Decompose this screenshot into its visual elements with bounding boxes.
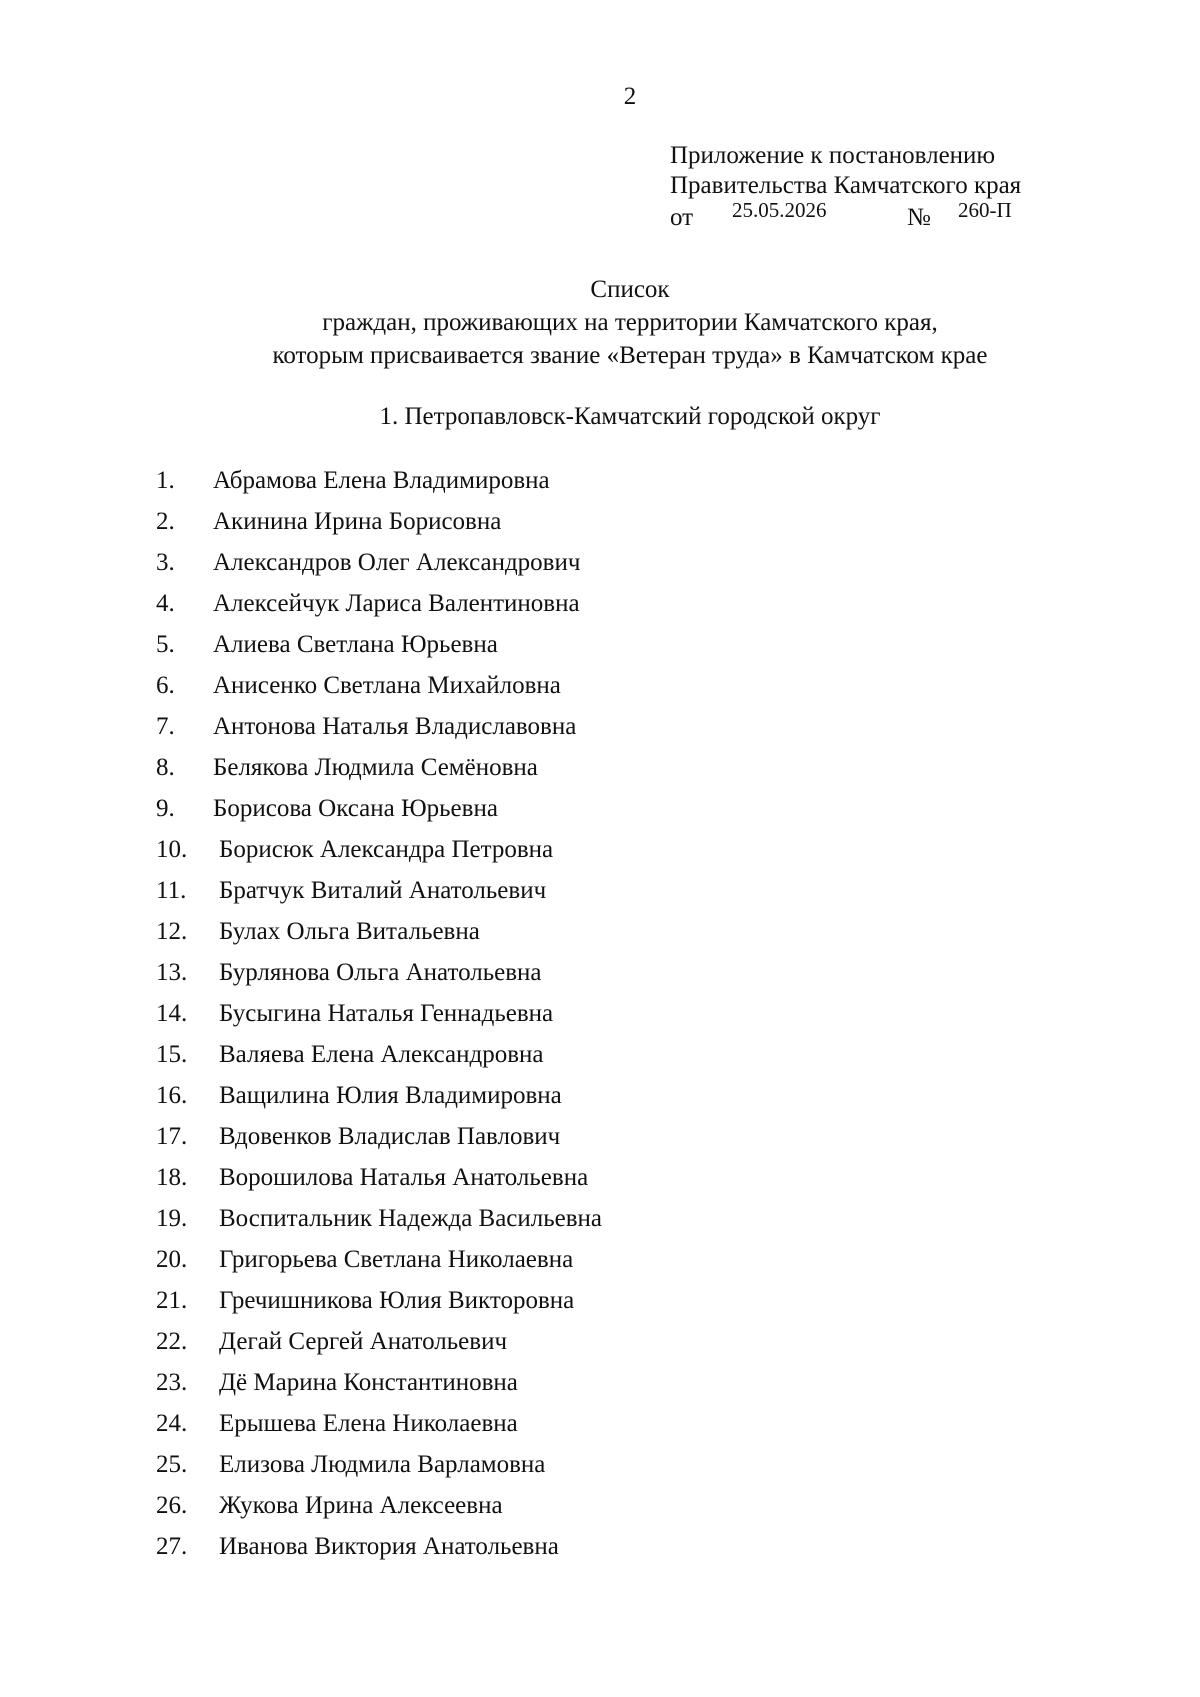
list-item-name: Абрамова Елена Владимировна bbox=[213, 467, 550, 494]
list-item-name: Борисова Оксана Юрьевна bbox=[213, 795, 498, 822]
list-item bbox=[156, 1532, 602, 1573]
list-item-name: Григорьева Светлана Николаевна bbox=[219, 1246, 574, 1273]
citizen-list bbox=[156, 466, 602, 1573]
list-item-number: 15. bbox=[156, 1041, 188, 1068]
list-item bbox=[156, 671, 602, 712]
list-item-name: Дегай Сергей Анатольевич bbox=[219, 1328, 508, 1355]
list-item bbox=[156, 835, 602, 876]
title-line-3: которым присваивается звание «Ветеран труда» в Камчатском крае bbox=[272, 342, 988, 369]
document-title bbox=[0, 273, 1200, 372]
list-item-name: Валяева Елена Александровна bbox=[219, 1041, 544, 1068]
list-item-name: Вдовенков Владислав Павлович bbox=[219, 1123, 561, 1150]
list-item-number: 4. bbox=[156, 590, 175, 617]
list-item-number: 16. bbox=[156, 1082, 188, 1109]
list-item-name: Братчук Виталий Анатольевич bbox=[219, 877, 547, 904]
list-item bbox=[156, 630, 602, 671]
list-item-name: Алексейчук Лариса Валентиновна bbox=[213, 590, 580, 617]
list-item-number: 17. bbox=[156, 1123, 188, 1150]
list-item bbox=[156, 1122, 602, 1163]
section-heading: 1. Петропавловск-Камчатский городской округ bbox=[379, 403, 881, 430]
list-item-name: Ерышева Елена Николаевна bbox=[219, 1410, 518, 1437]
list-item-number: 7. bbox=[156, 713, 175, 740]
list-item bbox=[156, 999, 602, 1040]
list-item bbox=[156, 1081, 602, 1122]
list-item-number: 12. bbox=[156, 918, 188, 945]
list-item bbox=[156, 1491, 602, 1532]
list-item-name: Елизова Людмила Варламовна bbox=[219, 1451, 546, 1478]
list-item-number: 13. bbox=[156, 959, 188, 986]
list-item bbox=[156, 1409, 602, 1450]
list-item-number: 1. bbox=[156, 467, 175, 494]
title-line-2: граждан, проживающих на территории Камчатского края, bbox=[322, 309, 938, 336]
resolution-date: 25.05.2026 bbox=[732, 198, 827, 222]
list-item bbox=[156, 876, 602, 917]
appendix-line-2: Правительства Камчатского края bbox=[670, 172, 1022, 199]
list-item-number: 21. bbox=[156, 1287, 188, 1314]
list-item-number: 2. bbox=[156, 508, 175, 535]
list-item-name: Акинина Ирина Борисовна bbox=[213, 508, 502, 535]
list-item bbox=[156, 1286, 602, 1327]
list-item-number: 26. bbox=[156, 1492, 188, 1519]
list-item bbox=[156, 1450, 602, 1491]
list-item-name: Жукова Ирина Алексеевна bbox=[219, 1492, 503, 1519]
list-item-number: 3. bbox=[156, 549, 175, 576]
list-item-number: 22. bbox=[156, 1328, 188, 1355]
list-item bbox=[156, 712, 602, 753]
list-item bbox=[156, 466, 602, 507]
list-item-name: Воспитальник Надежда Васильевна bbox=[219, 1205, 603, 1232]
page-number: 2 bbox=[623, 83, 637, 110]
list-item-number: 24. bbox=[156, 1410, 188, 1437]
list-item-number: 23. bbox=[156, 1369, 188, 1396]
list-item-number: 9. bbox=[156, 795, 175, 822]
list-item-number: 27. bbox=[156, 1533, 188, 1560]
list-item bbox=[156, 548, 602, 589]
list-item bbox=[156, 958, 602, 999]
list-item bbox=[156, 589, 602, 630]
list-item bbox=[156, 1245, 602, 1286]
appendix-line-1: Приложение к постановлению bbox=[670, 142, 996, 169]
list-item-name: Антонова Наталья Владиславовна bbox=[213, 713, 577, 740]
appendix-meta bbox=[670, 198, 1021, 231]
list-item bbox=[156, 1163, 602, 1204]
list-item-number: 18. bbox=[156, 1164, 188, 1191]
list-item-number: 25. bbox=[156, 1451, 188, 1478]
list-item-name: Ващилина Юлия Владимировна bbox=[219, 1082, 562, 1109]
list-item-number: 10. bbox=[156, 836, 188, 863]
list-item bbox=[156, 794, 602, 835]
appendix-block bbox=[670, 141, 1021, 231]
number-label: № bbox=[907, 204, 931, 231]
list-item bbox=[156, 753, 602, 794]
list-item-number: 11. bbox=[156, 877, 187, 904]
list-item-number: 14. bbox=[156, 1000, 188, 1027]
list-item-number: 8. bbox=[156, 754, 175, 781]
list-item-name: Борисюк Александра Петровна bbox=[219, 836, 554, 863]
list-item bbox=[156, 1327, 602, 1368]
resolution-number: 260-П bbox=[958, 198, 1012, 222]
list-item-name: Алиева Светлана Юрьевна bbox=[213, 631, 498, 658]
list-item-name: Анисенко Светлана Михайловна bbox=[213, 672, 561, 699]
list-item-name: Булах Ольга Витальевна bbox=[219, 918, 480, 945]
list-item-number: 5. bbox=[156, 631, 175, 658]
list-item-number: 19. bbox=[156, 1205, 188, 1232]
list-item-number: 6. bbox=[156, 672, 175, 699]
from-label: от bbox=[670, 204, 694, 231]
list-item bbox=[156, 917, 602, 958]
list-item-name: Александров Олег Александрович bbox=[213, 549, 581, 576]
list-item-name: Иванова Виктория Анатольевна bbox=[219, 1533, 559, 1560]
list-item-name: Белякова Людмила Семёновна bbox=[213, 754, 538, 781]
list-item-name: Дё Марина Константиновна bbox=[219, 1369, 518, 1396]
title-line-1: Список bbox=[590, 276, 670, 303]
list-item-number: 20. bbox=[156, 1246, 188, 1273]
list-item bbox=[156, 507, 602, 548]
list-item bbox=[156, 1204, 602, 1245]
list-item-name: Ворошилова Наталья Анатольевна bbox=[219, 1164, 589, 1191]
list-item bbox=[156, 1368, 602, 1409]
list-item-name: Бусыгина Наталья Геннадьевна bbox=[219, 1000, 554, 1027]
list-item bbox=[156, 1040, 602, 1081]
list-item-name: Гречишникова Юлия Викторовна bbox=[219, 1287, 575, 1314]
list-item-name: Бурлянова Ольга Анатольевна bbox=[219, 959, 542, 986]
